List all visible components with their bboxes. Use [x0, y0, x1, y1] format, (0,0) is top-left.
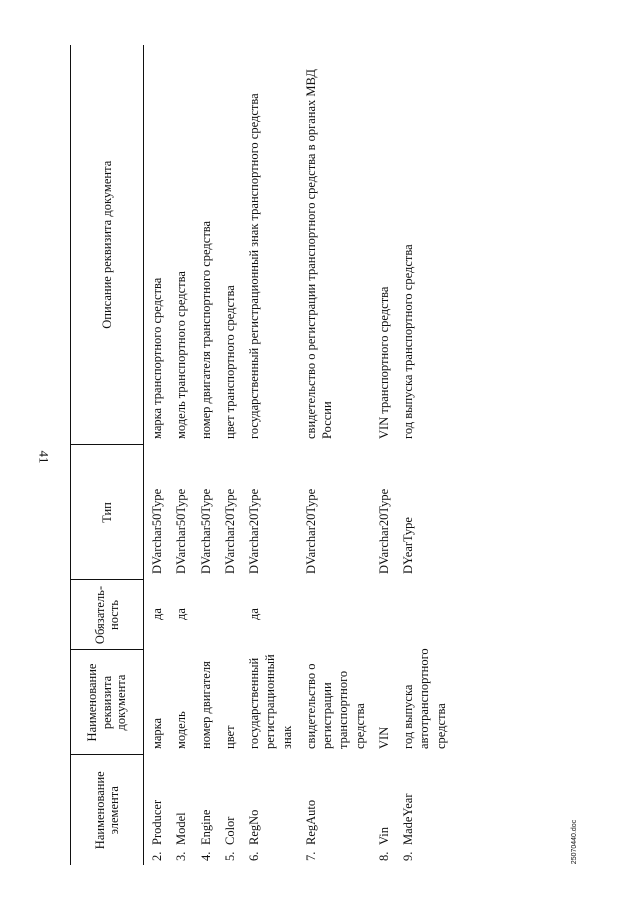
element-name: Model — [174, 812, 189, 845]
cell-requisite: VIN — [376, 726, 391, 749]
element-name: RegAuto — [303, 799, 318, 845]
cell-requisite: государственный регистрационный знак — [247, 654, 294, 749]
cell-description: VIN транспортного средства — [376, 286, 391, 439]
cell-description: цвет транспортного средства — [222, 285, 237, 439]
cell-type: DVarchar20Type — [222, 488, 237, 574]
table-row — [144, 45, 174, 865]
cell-element — [144, 755, 174, 865]
cell-required: да — [247, 608, 261, 620]
cell-element — [400, 755, 457, 865]
cell-description: год выпуска транспортного средства — [401, 244, 415, 439]
cell-requisite: год выпуска автотранспортного средства — [401, 648, 448, 749]
cell-element — [173, 755, 197, 865]
cell-description: марка транспортного средства — [150, 277, 164, 439]
cell-type: DYearType — [401, 517, 415, 574]
footer-doc-code: 25070440.doc — [571, 819, 578, 865]
cell-requisite: номер двигателя — [198, 661, 213, 749]
cell-required — [303, 580, 376, 650]
table-row — [222, 45, 246, 865]
cell-required — [198, 580, 222, 650]
cell-requisite: свидетельство о регистрации транспортного средства — [303, 663, 367, 749]
row-number: 3. — [174, 851, 189, 861]
cell-element — [246, 755, 303, 865]
element-name: Vin — [376, 827, 391, 845]
cell-requisite: модель — [174, 711, 189, 749]
cell-type: DVarchar20Type — [247, 488, 261, 574]
cell-type: DVarchar50Type — [150, 488, 164, 574]
element-name: Engine — [198, 809, 213, 845]
cell-description: номер двигателя транспортного средства — [198, 220, 213, 439]
cell-type: DVarchar50Type — [198, 488, 213, 574]
element-name: Color — [222, 816, 237, 845]
cell-element — [222, 755, 246, 865]
cell-required: да — [174, 608, 189, 620]
cell-requisite: цвет — [222, 725, 237, 749]
cell-description: государственный регистрационный знак транспортного средства — [247, 93, 261, 439]
header-type: Тип — [71, 445, 144, 580]
row-number: 7. — [303, 851, 318, 861]
cell-required — [376, 580, 400, 650]
header-requisite-name: Наименование реквизита документа — [71, 650, 144, 755]
element-name: MadeYear — [401, 793, 415, 845]
cell-type: DVarchar50Type — [174, 488, 189, 574]
row-number: 9. — [401, 851, 415, 861]
cell-description: модель транспортного средства — [174, 271, 189, 439]
row-number: 6. — [247, 851, 261, 861]
cell-requisite: марка — [150, 717, 164, 749]
table-row — [376, 45, 400, 865]
cell-required: да — [150, 608, 164, 620]
table-header-row — [71, 45, 144, 865]
cell-type: DVarchar20Type — [303, 488, 318, 574]
header-required: Обязатель- ность — [71, 580, 144, 650]
cell-element — [198, 755, 222, 865]
header-description: Описание реквизита документа — [71, 45, 144, 445]
cell-required — [222, 580, 246, 650]
table-row — [303, 45, 376, 865]
cell-required — [400, 580, 457, 650]
page-number: 41 — [36, 450, 52, 464]
requisites-table — [70, 45, 457, 865]
cell-element — [376, 755, 400, 865]
row-number: 5. — [222, 851, 237, 861]
table-row — [246, 45, 303, 865]
element-name: Producer — [150, 799, 164, 845]
element-name: RegNo — [247, 809, 261, 845]
row-number: 8. — [376, 851, 391, 861]
header-element-name: Наименование элемента — [71, 755, 144, 865]
row-number: 4. — [198, 851, 213, 861]
table-row — [173, 45, 197, 865]
cell-type: DVarchar20Type — [376, 488, 391, 574]
cell-element — [303, 755, 376, 865]
rotated-table-container — [70, 45, 540, 865]
row-number: 2. — [150, 851, 164, 861]
cell-description: свидетельство о регистрации транспортного средства в органах МВД России — [303, 69, 334, 439]
table-row — [400, 45, 457, 865]
table-row — [198, 45, 222, 865]
table-body — [144, 45, 457, 865]
